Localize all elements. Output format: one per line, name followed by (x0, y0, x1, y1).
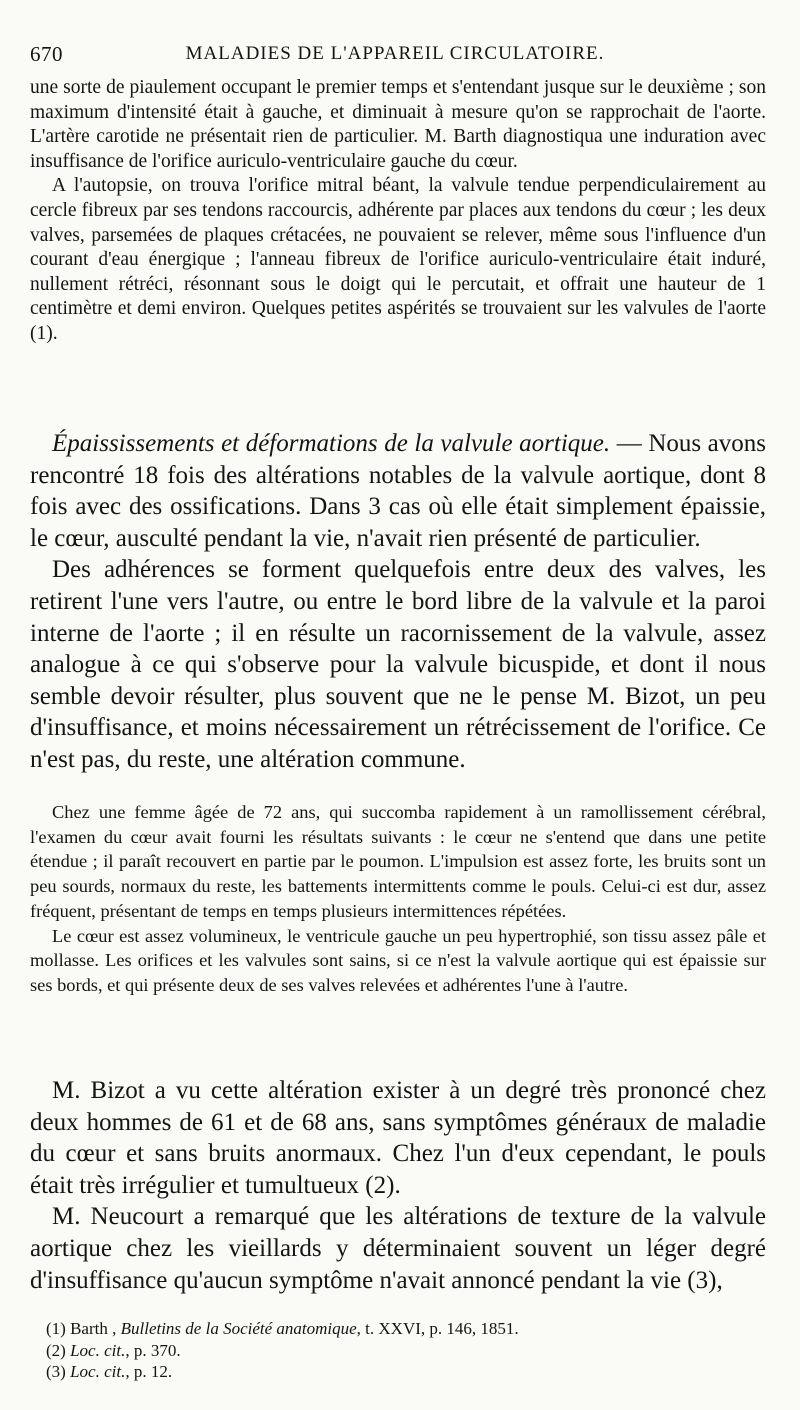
continuation-paragraph-2: M. Neucourt a remarqué que les altérations de texture de la valvule aortique chez les vieillards y déterminaient souvent un léger degré d'insuffisance qu'aucun symptôme n'avait annoncé pendant la vie (3), (30, 1203, 766, 1294)
section-paragraph-1-text: Nous avons rencontré 18 fois des altérations notables de la valvule aortique, dont 8 fois avec des ossifications. Dans 3 cas où elle était simplement épaissie, le cœur, ausculté pendant la vie, n'avait rien présenté de particulier. (30, 430, 766, 552)
footnote-3 (30, 1361, 766, 1383)
footnotes (30, 1318, 766, 1383)
running-head (30, 40, 760, 68)
footnote-author: Barth , (70, 1319, 121, 1338)
footnote-title: Bulletins de la Société anatomique (120, 1319, 357, 1338)
footnote-rest: , p. 370. (125, 1340, 181, 1360)
clinical-observation (30, 800, 766, 998)
section-paragraph-2: Des adhérences se forment quelquefois entre deux des valves, les retirent l'une vers l'autre, ou entre le bord libre de la valvule et la paroi interne de l'aorte ; il en résulte un racornissement de la valvule, assez analogue à ce qui s'observe pour la valvule bicuspide, et dont il nous semble devoir résulter, plus souvent que ne le pense M. Bizot, un peu d'insuffisance, et moins nécessairement un rétrécissement de l'orifice. Ce n'est pas, du reste, une altération commune. (30, 556, 766, 773)
intro-text (30, 76, 766, 347)
observation-paragraph-1: Chez une femme âgée de 72 ans, qui succomba rapidement à un ramollissement cérébral, l'examen du cœur avait fourni les résultats suivants : le cœur ne s'entend que dans une petite étendue ; il paraît recouvert en partie par le poumon. L'impulsion est assez forte, les bruits sont un peu sourds, normaux du reste, les battements intermittents comme le pouls. Celui-ci est dur, assez fréquent, présentant de temps en temps plusieurs intermittences répétées. (30, 802, 766, 921)
continuation-text (30, 1075, 766, 1296)
continuation-paragraph-1: M. Bizot a vu cette altération exister à un degré très prononcé chez deux hommes de 61 et de 68 ans, sans symptômes généraux de maladie du cœur et sans bruits anormaux. Chez l'un d'eux cependant, le pouls était très irrégulier et tumultueux (2). (30, 1077, 766, 1199)
intro-paragraph-2: A l'autopsie, on trouva l'orifice mitral béant, la valvule tendue perpendiculairement au cercle fibreux par ses tendons raccourcis, adhérente par places aux tendons du cœur ; les deux valves, parsemées de plaques crétacées, ne pouvaient se relever, même sous l'influence d'un courant d'eau énergique ; l'anneau fibreux de l'orifice auriculo-ventriculaire était induré, nullement rétréci, résonnant sous le doigt qui le percutait, et offrait une hauteur de 1 centimètre et demi environ. Quelques petites aspérités se trouvaient sur les valvules de l'aorte (1). (30, 175, 766, 344)
footnote-marker: (2) (46, 1340, 66, 1360)
page-number: 670 (30, 42, 63, 66)
footnote-rest: , p. 12. (125, 1362, 173, 1381)
observation-paragraph-2: Le cœur est assez volumineux, le ventricule gauche un peu hypertrophié, son tissu assez pâle et mollasse. Les orifices et les valvules sont sains, si ce n'est la valvule aortique qui est épaissie sur ses bords, et qui présente deux de ses valves relevées et adhérentes l'une à l'autre. (30, 925, 766, 995)
footnote-marker: (3) (46, 1362, 66, 1381)
footnote-rest: , t. XXVI, p. 146, 1851. (356, 1319, 519, 1338)
footnote-title: Loc. cit. (70, 1340, 126, 1360)
section-paragraph-1 (30, 428, 766, 554)
footnote-1 (30, 1318, 766, 1340)
footnote-marker: (1) (46, 1319, 66, 1338)
section-heading: Épaississements et déformations de la valvule aortique. (52, 430, 611, 457)
intro-paragraph-1: une sorte de piaulement occupant le premier temps et s'entendant jusque sur le deuxième ; son maximum d'intensité était à gauche, et diminuait à mesure qu'on se rapprochait de l'aorte. L'artère carotide ne présentait rien de particulier. M. Barth diagnostiqua une induration avec insuffisance de l'orifice auriculo-ventriculaire gauche du cœur. (30, 77, 766, 172)
heading-dash: — (610, 430, 649, 457)
footnote-title: Loc. cit. (70, 1362, 126, 1381)
footnote-2 (30, 1340, 766, 1362)
section-aortic-valve (30, 428, 766, 776)
running-title: MALADIES DE L'APPAREIL CIRCULATOIRE. (185, 43, 605, 64)
